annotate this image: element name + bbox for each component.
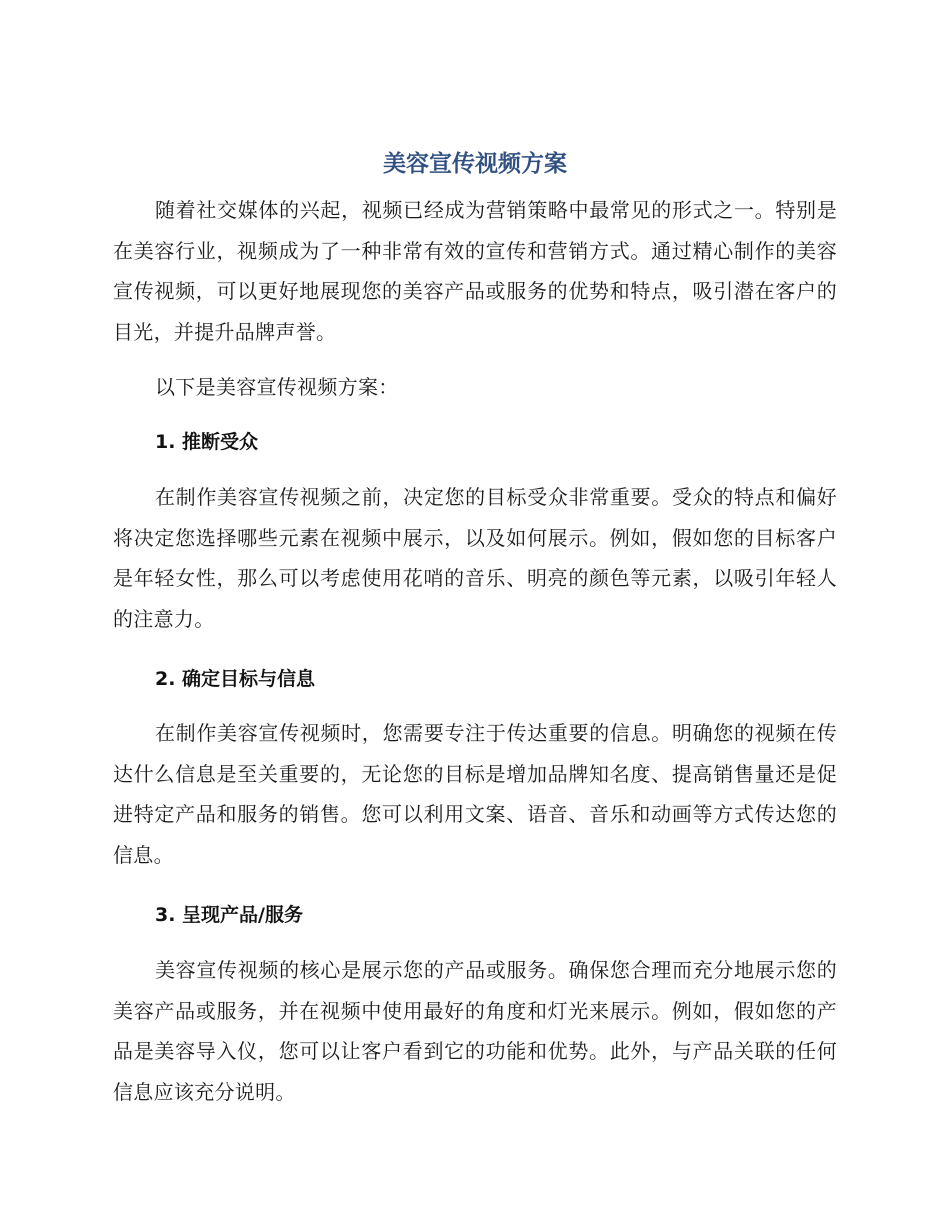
lead-paragraph: 以下是美容宣传视频方案： [155,375,399,399]
section-body-1: 在制作美容宣传视频之前，决定您的目标受众非常重要。受众的特点和偏好将决定您选择哪些元素在视频中展示，以及如何展示。例如，假如您的目标客户是年轻女性，那么可以考虑使用花哨的音乐、明亮的颜色等元素，以吸引年轻人的注意力。 [113,485,837,631]
section-heading-3: 3. 呈现产品/服务 [155,904,303,926]
section-body-3: 美容宣传视频的核心是展示您的产品或服务。确保您合理而充分地展示您的美容产品或服务，并在视频中使用最好的角度和灯光来展示。例如，假如您的产品是美容导入仪，您可以让客户看到它的功能和优势。此外，与产品关联的任何信息应该充分说明。 [113,958,837,1104]
section-heading-2: 2. 确定目标与信息 [155,668,316,690]
document-title: 美容宣传视频方案 [383,151,567,177]
section-heading-1: 1. 推断受众 [155,431,259,453]
section-body-2: 在制作美容宣传视频时，您需要专注于传达重要的信息。明确您的视频在传达什么信息是至关重要的，无论您的目标是增加品牌知名度、提高销售量还是促进特定产品和服务的销售。您可以利用文案、语音、音乐和动画等方式传达您的信息。 [113,721,837,867]
intro-paragraph: 随着社交媒体的兴起，视频已经成为营销策略中最常见的形式之一。特别是在美容行业，视频成为了一种非常有效的宣传和营销方式。通过精心制作的美容宣传视频，可以更好地展现您的美容产品或服务的优势和特点，吸引潜在客户的目光，并提升品牌声誉。 [113,198,837,344]
